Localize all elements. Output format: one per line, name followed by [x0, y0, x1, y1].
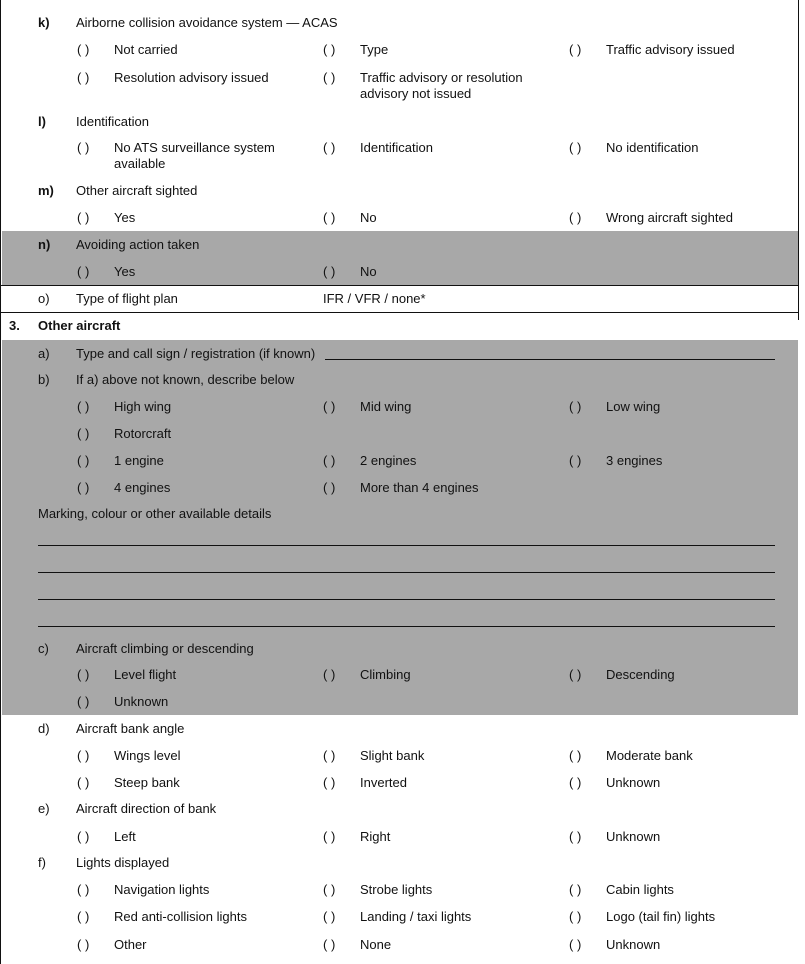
option-label: Yes: [114, 264, 136, 279]
checkbox[interactable]: ( ): [569, 42, 582, 57]
checkbox[interactable]: ( ): [569, 748, 582, 763]
item-title-aircraft-sighted: Other aircraft sighted: [76, 183, 198, 198]
item-letter-c: c): [38, 641, 49, 656]
item-letter-m: m): [38, 183, 54, 198]
checkbox[interactable]: ( ): [77, 775, 90, 790]
checkbox[interactable]: ( ): [323, 210, 336, 225]
option-label: Rotorcraft: [114, 426, 172, 441]
option-label: Unknown: [606, 829, 661, 844]
option-label: No: [360, 210, 377, 225]
marking-title: Marking, colour or other available details: [38, 506, 272, 521]
option-label: Logo (tail fin) lights: [606, 909, 716, 924]
option-label: Left: [114, 829, 136, 844]
flight-plan-value[interactable]: IFR / VFR / none*: [323, 291, 426, 306]
checkbox[interactable]: ( ): [77, 748, 90, 763]
option-label: Yes: [114, 210, 136, 225]
checkbox[interactable]: ( ): [569, 775, 582, 790]
checkbox[interactable]: ( ): [323, 453, 336, 468]
item-letter-d: d): [38, 721, 50, 736]
option-label: Moderate bank: [606, 748, 693, 763]
item-title-acas: Airborne collision avoidance system — ACAS: [76, 15, 338, 30]
checkbox[interactable]: ( ): [77, 210, 90, 225]
checkbox[interactable]: ( ): [323, 882, 336, 897]
item-title-bank-angle: Aircraft bank angle: [76, 721, 185, 736]
section-number: 3.: [9, 318, 20, 333]
item-title-lights: Lights displayed: [76, 855, 170, 870]
item-title-avoiding-action: Avoiding action taken: [76, 237, 200, 252]
option-label: Identification: [360, 140, 433, 155]
item-title-call-sign: Type and call sign / registration (if known): [76, 346, 316, 361]
item-letter-o: o): [38, 291, 50, 306]
checkbox[interactable]: ( ): [323, 480, 336, 495]
checkbox[interactable]: ( ): [323, 42, 336, 57]
option-label: Resolution advisory issued: [114, 70, 269, 85]
left-border: [0, 0, 1, 964]
call-sign-input-line[interactable]: [325, 359, 775, 360]
checkbox[interactable]: ( ): [323, 829, 336, 844]
section-3-shading: [2, 340, 798, 715]
option-label: 1 engine: [114, 453, 164, 468]
checkbox[interactable]: ( ): [77, 882, 90, 897]
item-title-flight-plan: Type of flight plan: [76, 291, 178, 306]
checkbox[interactable]: ( ): [569, 937, 582, 952]
checkbox[interactable]: ( ): [77, 42, 90, 57]
checkbox[interactable]: ( ): [77, 909, 90, 924]
item-letter-a: a): [38, 346, 50, 361]
option-label: Cabin lights: [606, 882, 674, 897]
option-label: 2 engines: [360, 453, 417, 468]
option-label: Mid wing: [360, 399, 412, 414]
marking-input-line[interactable]: [38, 599, 775, 600]
checkbox[interactable]: ( ): [569, 882, 582, 897]
checkbox[interactable]: ( ): [323, 775, 336, 790]
checkbox[interactable]: ( ): [569, 399, 582, 414]
option-label: Steep bank: [114, 775, 180, 790]
item-title-identification: Identification: [76, 114, 149, 129]
item-title-describe: If a) above not known, describe below: [76, 372, 295, 387]
option-label: Strobe lights: [360, 882, 433, 897]
checkbox[interactable]: ( ): [323, 667, 336, 682]
checkbox[interactable]: ( ): [77, 70, 90, 85]
option-label: Unknown: [606, 775, 661, 790]
option-label: Slight bank: [360, 748, 425, 763]
checkbox[interactable]: ( ): [569, 909, 582, 924]
option-label: Red anti-collision lights: [114, 909, 247, 924]
option-label: Unknown: [114, 694, 169, 709]
item-letter-b: b): [38, 372, 50, 387]
option-label: Other: [114, 937, 147, 952]
checkbox[interactable]: ( ): [569, 453, 582, 468]
checkbox[interactable]: ( ): [77, 453, 90, 468]
checkbox[interactable]: ( ): [323, 909, 336, 924]
section-title: Other aircraft: [38, 318, 121, 333]
checkbox[interactable]: ( ): [323, 140, 336, 155]
option-label: Type: [360, 42, 389, 57]
option-label: advisory not issued: [360, 86, 472, 101]
option-label: Low wing: [606, 399, 661, 414]
option-label: No ATS surveillance system: [114, 140, 275, 155]
checkbox[interactable]: ( ): [77, 667, 90, 682]
checkbox[interactable]: ( ): [77, 937, 90, 952]
item-letter-l: l): [38, 114, 46, 129]
item-letter-f: f): [38, 855, 46, 870]
checkbox[interactable]: ( ): [569, 667, 582, 682]
marking-input-line[interactable]: [38, 572, 775, 573]
checkbox[interactable]: ( ): [77, 399, 90, 414]
option-label: 3 engines: [606, 453, 663, 468]
checkbox[interactable]: ( ): [77, 829, 90, 844]
item-letter-e: e): [38, 801, 50, 816]
option-label: High wing: [114, 399, 172, 414]
option-label: Not carried: [114, 42, 178, 57]
marking-input-line[interactable]: [38, 545, 775, 546]
checkbox[interactable]: ( ): [569, 140, 582, 155]
checkbox[interactable]: ( ): [77, 480, 90, 495]
option-label: Landing / taxi lights: [360, 909, 472, 924]
item-title-climbing: Aircraft climbing or descending: [76, 641, 254, 656]
option-label: Unknown: [606, 937, 661, 952]
option-label: available: [114, 156, 166, 171]
checkbox[interactable]: ( ): [323, 748, 336, 763]
right-border: [798, 0, 799, 320]
checkbox[interactable]: ( ): [323, 399, 336, 414]
option-label: Right: [360, 829, 391, 844]
option-label: Navigation lights: [114, 882, 210, 897]
checkbox[interactable]: ( ): [77, 694, 90, 709]
option-label: Level flight: [114, 667, 177, 682]
option-label: Descending: [606, 667, 675, 682]
option-label: Inverted: [360, 775, 407, 790]
option-label: More than 4 engines: [360, 480, 479, 495]
checkbox[interactable]: ( ): [323, 70, 336, 85]
item-letter-n: n): [38, 237, 51, 252]
checkbox[interactable]: ( ): [323, 937, 336, 952]
checkbox[interactable]: ( ): [569, 829, 582, 844]
option-label: Traffic advisory issued: [606, 42, 735, 57]
option-label: Wrong aircraft sighted: [606, 210, 733, 225]
item-letter-k: k): [38, 15, 50, 30]
checkbox[interactable]: ( ): [77, 140, 90, 155]
option-label: 4 engines: [114, 480, 171, 495]
checkbox[interactable]: ( ): [323, 264, 336, 279]
option-label: None: [360, 937, 392, 952]
divider-line: [0, 285, 799, 286]
checkbox[interactable]: ( ): [77, 264, 90, 279]
marking-input-line[interactable]: [38, 626, 775, 627]
option-label: Traffic advisory or resolution: [360, 70, 523, 85]
option-label: Wings level: [114, 748, 181, 763]
checkbox[interactable]: ( ): [569, 210, 582, 225]
option-label: Climbing: [360, 667, 411, 682]
divider-line: [0, 312, 799, 313]
checkbox[interactable]: ( ): [77, 426, 90, 441]
option-label: No identification: [606, 140, 699, 155]
option-label: No: [360, 264, 377, 279]
item-title-direction: Aircraft direction of bank: [76, 801, 217, 816]
